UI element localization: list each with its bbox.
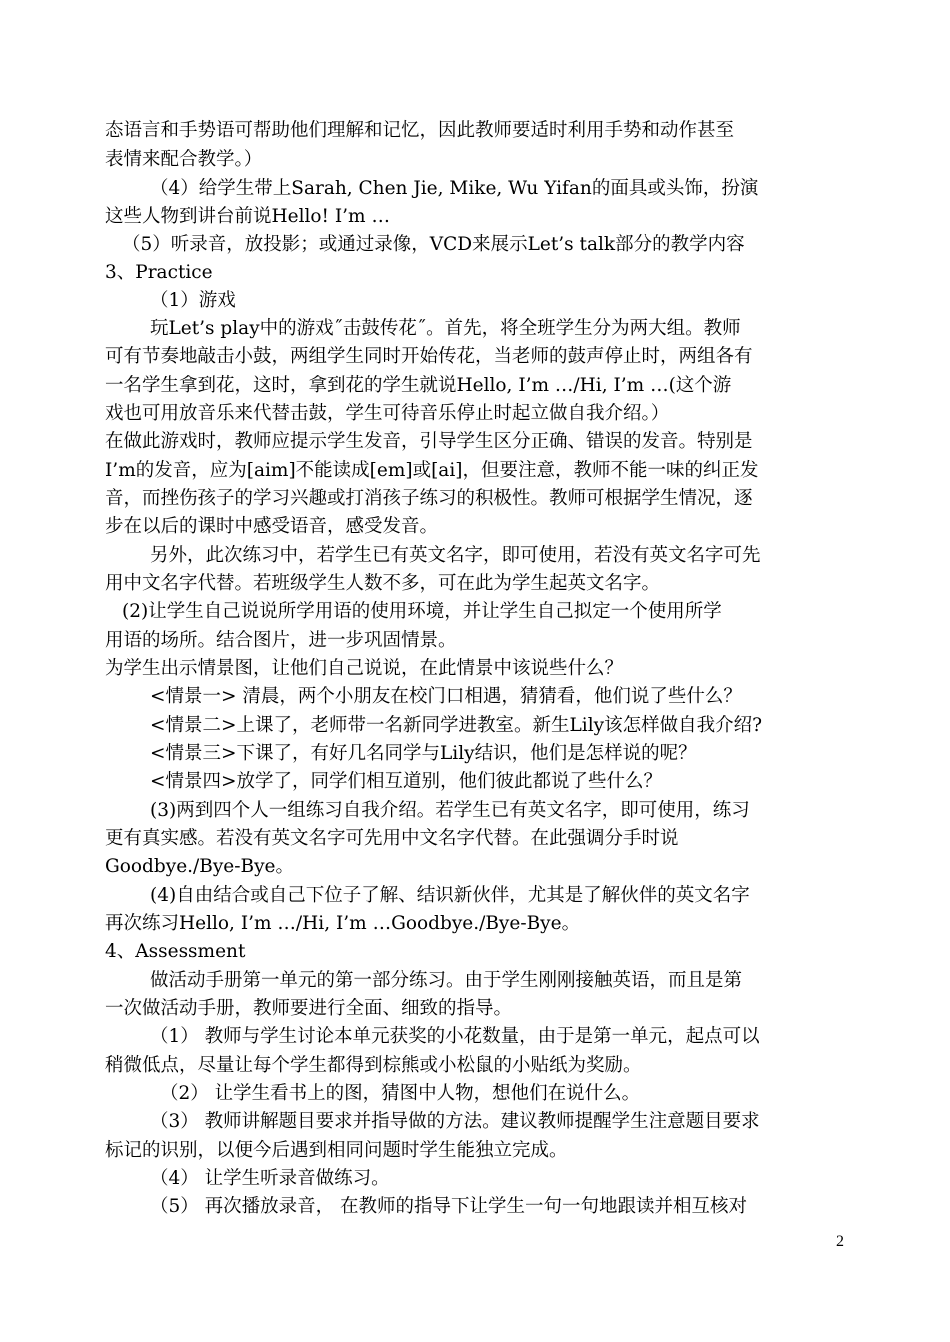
text-line: 戏也可用放音乐来代替击鼓，学生可待音乐停止时起立做自我介绍。） — [105, 403, 670, 424]
text-line: 一名学生拿到花，这时，拿到花的学生就说Hello, I’m …/Hi, I’m …(这个游 — [105, 375, 732, 396]
text-line: 为学生出示情景图，让他们自己说说，在此情景中该说些什么？ — [105, 658, 624, 679]
text-line: 再次练习Hello, I’m …/Hi, I’m …Goodbye./Bye-Bye。 — [105, 913, 581, 934]
text-line: 标记的识别，以便今后遇到相同问题时学生能独立完成。 — [105, 1140, 568, 1161]
text-line: 用中文名字代替。若班级学生人数不多，可在此为学生起英文名字。 — [105, 573, 661, 594]
page-number: 2 — [836, 1233, 844, 1250]
text-line: 可有节奏地敲击小鼓，两组学生同时开始传花，当老师的鼓声停止时，两组各有 — [105, 346, 753, 367]
text-line: 稍微低点，尽量让每个学生都得到棕熊或小松鼠的小贴纸为奖励。 — [105, 1055, 642, 1076]
text-line: 步在以后的课时中感受语音，感受发音。 — [105, 516, 439, 537]
text-line: （4）给学生带上Sarah, Chen Jie, Mike, Wu Yifan的面具或头饰，扮演 — [150, 178, 759, 199]
text-line: (4)自由结合或自己下位子了解、结识新伙伴，尤其是了解伙伴的英文名字 — [150, 885, 750, 906]
text-line: 玩Let’s play中的游戏˝击鼓传花˝。首先，将全班学生分为两大组。教师 — [150, 318, 741, 339]
text-line: 另外，此次练习中，若学生已有英文名字，即可使用，若没有英文名字可先 — [150, 545, 761, 566]
text-line: 更有真实感。若没有英文名字可先用中文名字代替。在此强调分手时说 — [105, 828, 679, 849]
text-line: (3)两到四个人一组练习自我介绍。若学生已有英文名字，即可使用，练习 — [150, 800, 750, 821]
text-line: 一次做活动手册，教师要进行全面、细致的指导。 — [105, 998, 513, 1019]
text-line: 用语的场所。结合图片，进一步巩固情景。 — [105, 630, 457, 651]
text-line: Goodbye./Bye-Bye。 — [105, 856, 294, 877]
text-line: （5） 再次播放录音， 在教师的指导下让学生一句一句地跟读并相互核对 — [150, 1196, 748, 1217]
text-line: 做活动手册第一单元的第一部分练习。由于学生刚刚接触英语，而且是第 — [150, 970, 743, 991]
text-line: <情景二>上课了，老师带一名新同学进教室。新生Lily该怎样做自我介绍? — [150, 715, 762, 736]
text-line: 音，而挫伤孩子的学习兴趣或打消孩子练习的积极性。教师可根据学生情况，逐 — [105, 488, 753, 509]
text-line: <情景四>放学了，同学们相互道别，他们彼此都说了些什么？ — [150, 771, 663, 792]
text-line: （2） 让学生看书上的图，猜图中人物，想他们在说什么。 — [160, 1083, 641, 1104]
text-line: 在做此游戏时，教师应提示学生发音，引导学生区分正确、错误的发音。特别是 — [105, 431, 753, 452]
text-line: (2)让学生自己说说所学用语的使用环境，并让学生自己拟定一个使用所学 — [122, 601, 722, 622]
text-line: （5）听录音，放投影；或通过录像，VCD来展示Let’s talk部分的教学内容 — [122, 234, 745, 255]
text-line: I’m的发音，应为[aim]不能读成[em]或[ai]，但要注意，教师不能一味的纠正发 — [105, 460, 759, 481]
text-line: （4） 让学生听录音做练习。 — [150, 1168, 390, 1189]
text-line: 态语言和手势语可帮助他们理解和记忆，因此教师要适时利用手势和动作甚至 — [105, 120, 735, 141]
text-line: <情景一> 清晨，两个小朋友在校门口相遇，猜猜看，他们说了些什么？ — [150, 686, 742, 707]
text-line: 表情来配合教学。） — [105, 149, 263, 170]
text-line: （1）游戏 — [150, 290, 236, 311]
text-line: <情景三>下课了，有好几名同学与Lily结识，他们是怎样说的呢？ — [150, 743, 697, 764]
section-heading-practice: 3、Practice — [105, 262, 213, 283]
section-heading-assessment: 4、Assessment — [105, 941, 246, 962]
text-line: （3） 教师讲解题目要求并指导做的方法。建议教师提醒学生注意题目要求 — [150, 1111, 760, 1132]
text-line: （1） 教师与学生讨论本单元获奖的小花数量，由于是第一单元，起点可以 — [150, 1026, 760, 1047]
text-line: 这些人物到讲台前说Hello! I’m … — [105, 206, 390, 227]
